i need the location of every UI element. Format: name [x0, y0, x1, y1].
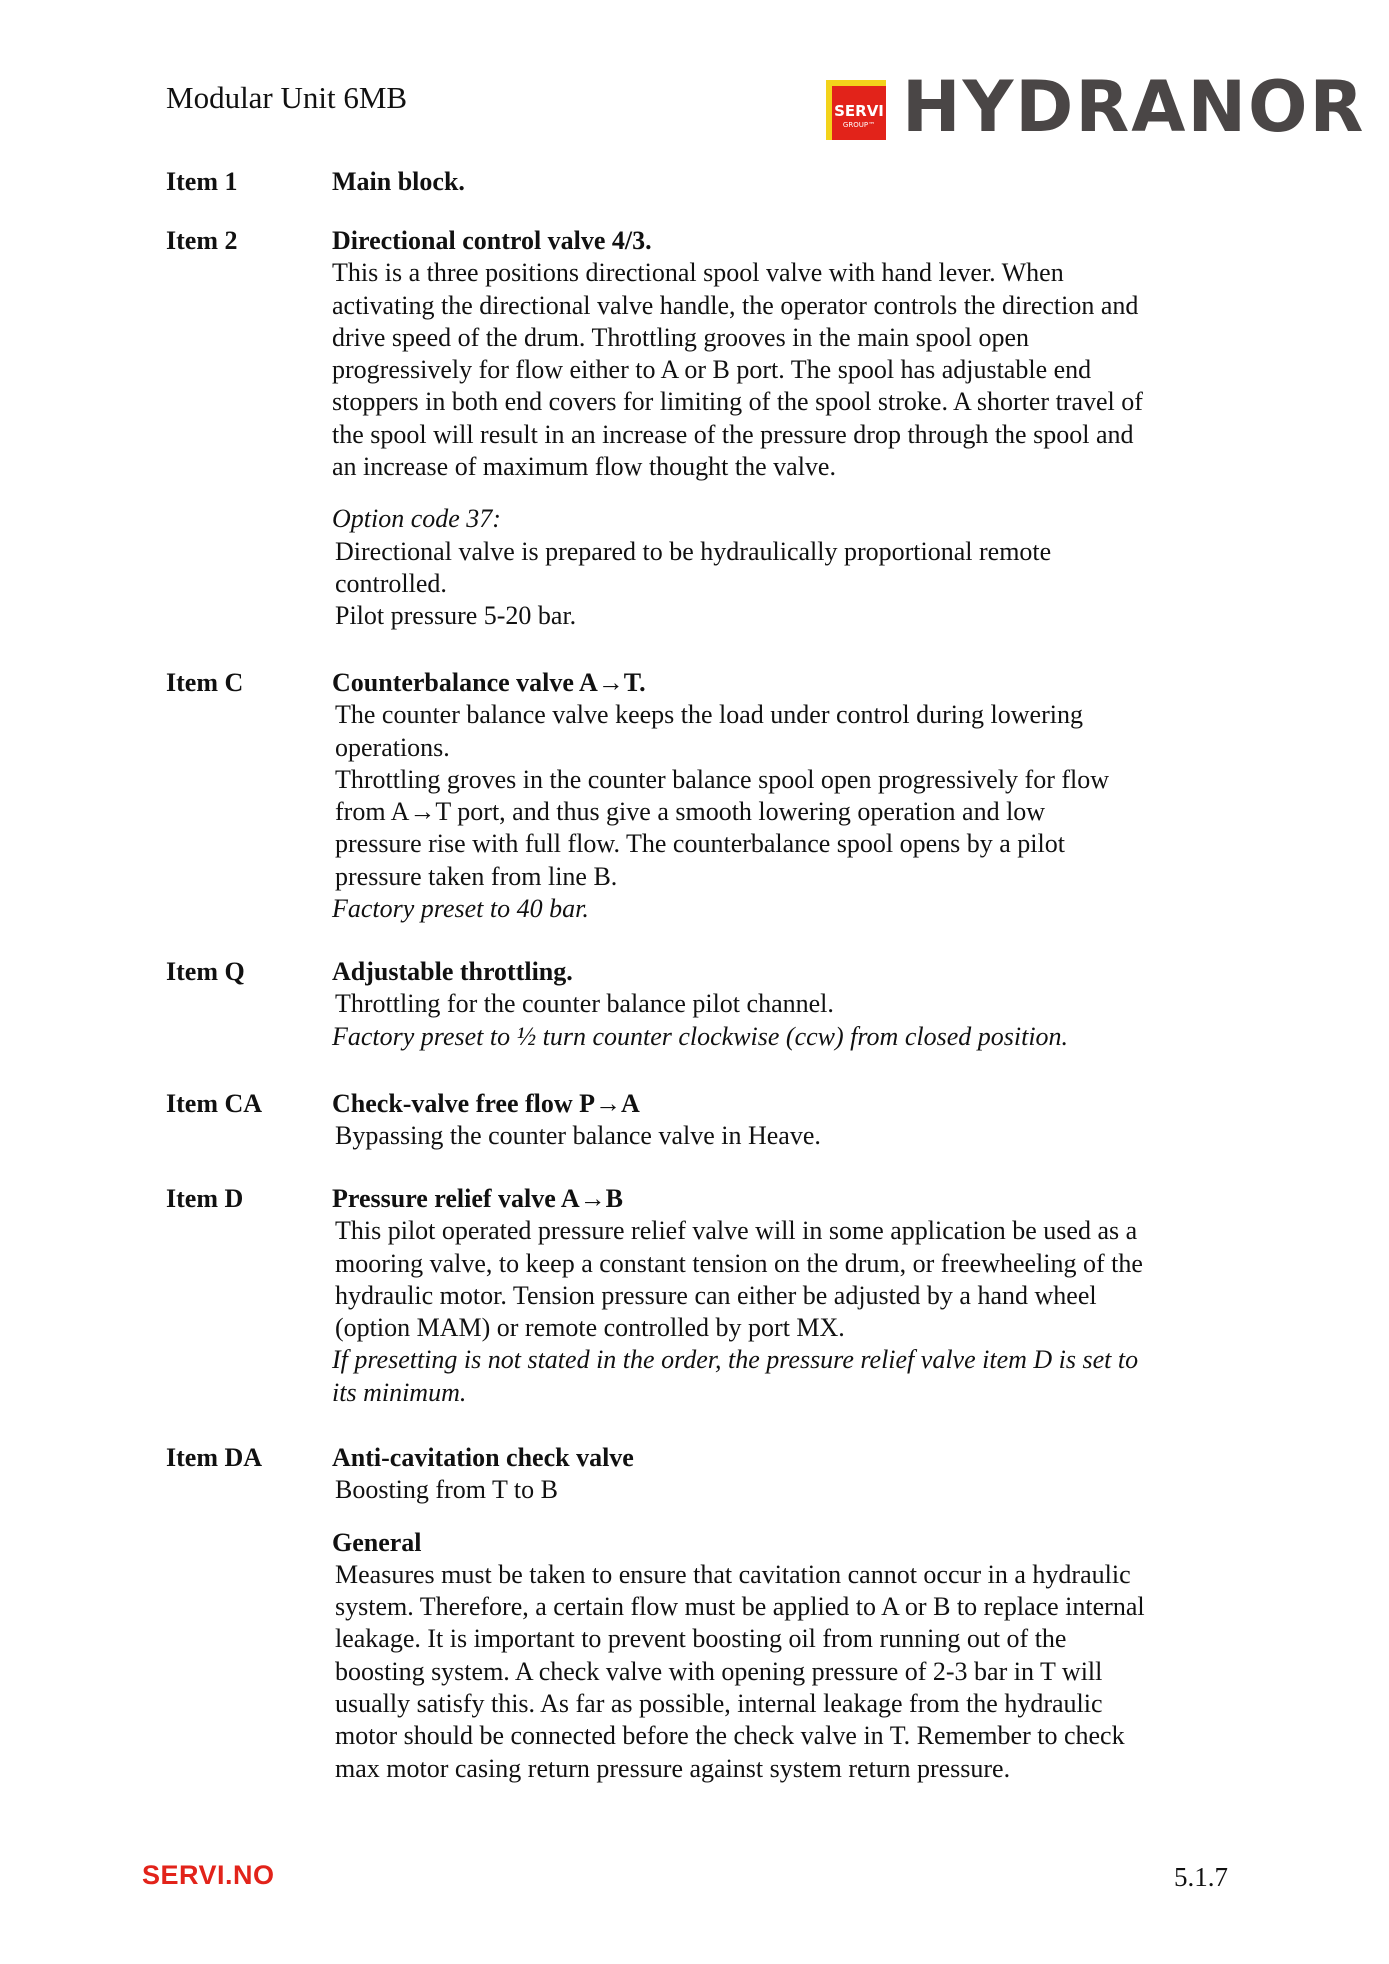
logo-mark-servi: SERVI	[834, 102, 884, 120]
item-heading: Check-valve free flow P→A	[332, 1089, 640, 1118]
text-line: This pilot operated pressure relief valve will in some application be used as a	[335, 1216, 1138, 1246]
text-line: system. Therefore, a certain flow must be applied to A or B to replace internal	[335, 1592, 1145, 1622]
text-line: pressure taken from line B.	[335, 861, 618, 891]
text-line: motor should be connected before the check valve in T. Remember to check	[335, 1721, 1125, 1751]
item-body	[332, 956, 1232, 1053]
preset-note: Factory preset to 40 bar.	[332, 894, 589, 924]
item-body	[332, 1088, 1232, 1153]
text-line: progressively for flow either to A or B port. The spool has adjustable end	[332, 355, 1092, 385]
preset-note: Factory preset to ½ turn counter clockwise (ccw) from closed position.	[332, 1021, 1069, 1051]
item-body	[332, 1183, 1232, 1409]
text-line: This is a three positions directional spool valve with hand lever. When	[332, 258, 1064, 288]
option-label: Option code 37:	[332, 504, 501, 534]
item-label: Item 2	[166, 226, 238, 255]
preset-note: If presetting is not stated in the order, the pressure relief valve item D is set to	[332, 1345, 1139, 1375]
text-line: activating the directional valve handle, the operator controls the direction and	[332, 290, 1139, 320]
text-line: Bypassing the counter balance valve in Heave.	[335, 1121, 821, 1151]
text-line: (option MAM) or remote controlled by port MX.	[335, 1313, 845, 1343]
text-line: from A→T port, and thus give a smooth lowering operation and low	[335, 797, 1046, 827]
page-number: 5.1.7	[1174, 1862, 1228, 1892]
item-body	[332, 1442, 1232, 1785]
item-heading: Counterbalance valve A→T.	[332, 668, 646, 697]
text-line: the spool will result in an increase of the pressure drop through the spool and	[332, 419, 1134, 449]
text-line: Pilot pressure 5-20 bar.	[335, 601, 577, 631]
servi-group-logo-icon	[826, 80, 886, 140]
text-line: mooring valve, to keep a constant tension on the drum, or freewheeling of the	[335, 1248, 1143, 1278]
text-line: drive speed of the drum. Throttling grooves in the main spool open	[332, 322, 1030, 352]
item-heading: Anti-cavitation check valve	[332, 1443, 634, 1472]
text-line: boosting system. A check valve with opening pressure of 2-3 bar in T will	[335, 1656, 1103, 1686]
text-line: hydraulic motor. Tension pressure can either be adjusted by a hand wheel	[335, 1280, 1097, 1310]
text-line: The counter balance valve keeps the load under control during lowering	[335, 700, 1083, 730]
item-heading: Pressure relief valve A→B	[332, 1184, 624, 1213]
hydranor-logo	[826, 66, 1366, 148]
text-line: stoppers in both end covers for limiting of the spool stroke. A shorter travel of	[332, 387, 1143, 417]
page-title: Modular Unit 6MB	[166, 80, 408, 115]
text-line: Directional valve is prepared to be hydraulically proportional remote	[335, 536, 1052, 566]
item-label: Item C	[166, 668, 244, 697]
text-line: Throttling groves in the counter balance spool open progressively for flow	[335, 764, 1110, 794]
logo-wordmark: HYDRANOR	[902, 66, 1366, 148]
item-label: Item DA	[166, 1443, 263, 1472]
item-body	[332, 166, 1232, 198]
item-body	[332, 667, 1232, 925]
logo-mark-group: GROUP™	[842, 121, 876, 129]
text-line: an increase of maximum flow thought the valve.	[332, 452, 836, 482]
item-label: Item D	[166, 1184, 244, 1213]
text-line: pressure rise with full flow. The counterbalance spool opens by a pilot	[335, 829, 1065, 859]
item-heading: Directional control valve 4/3.	[332, 226, 652, 255]
text-line: max motor casing return pressure against system return pressure.	[335, 1753, 1011, 1783]
text-line: Throttling for the counter balance pilot channel.	[335, 989, 834, 1019]
general-heading: General	[332, 1527, 422, 1557]
text-line: Measures must be taken to ensure that cavitation cannot occur in a hydraulic	[335, 1559, 1131, 1589]
preset-note: its minimum.	[332, 1377, 467, 1407]
text-line: Boosting from T to B	[335, 1475, 558, 1505]
text-line: usually satisfy this. As far as possible, internal leakage from the hydraulic	[335, 1689, 1103, 1719]
item-heading: Main block.	[332, 167, 465, 196]
item-body	[332, 225, 1232, 633]
text-line: controlled.	[335, 568, 447, 598]
text-line: leakage. It is important to prevent boosting oil from running out of the	[335, 1624, 1067, 1654]
item-label: Item Q	[166, 957, 245, 986]
footer-website-link[interactable]: SERVI.NO	[142, 1860, 275, 1890]
item-label: Item 1	[166, 167, 238, 196]
item-label: Item CA	[166, 1089, 263, 1118]
item-heading: Adjustable throttling.	[332, 957, 573, 986]
text-line: operations.	[335, 732, 450, 762]
